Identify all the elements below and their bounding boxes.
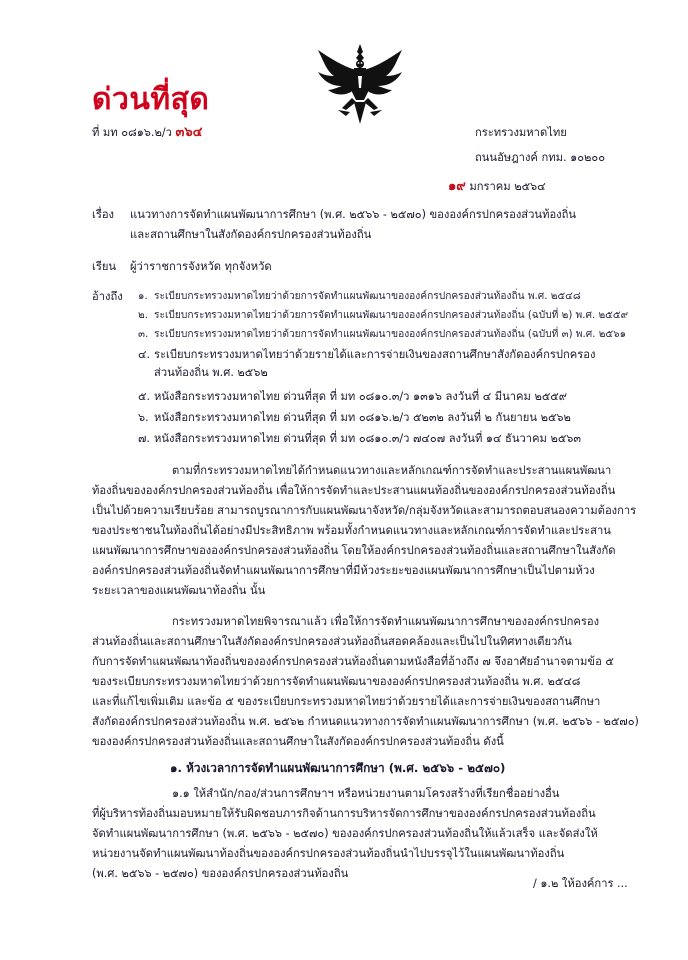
recipient-text: ผู้ว่าราชการจังหวัด ทุกจังหวัด	[130, 260, 272, 273]
paragraph-line: หน่วยงานจัดทำแผนพัฒนาท้องถิ่นขององค์กรปกครองส่วนท้องถิ่นนำไปบรรจุไว้ในแผนพัฒนาท้องถิ่น	[92, 847, 565, 860]
reference-item: ๖. หนังสือกระทรวงมหาดไทย ด่วนที่สุด ที่ มท ๐๘๑๖.๒/ว ๕๒๓๒ ลงวันที่ ๒ กันยายน ๒๕๖๒	[138, 411, 571, 424]
reference-item: ๗. หนังสือกระทรวงมหาดไทย ด่วนที่สุด ที่ มท ๐๘๑๐.๓/ว ๗๔๐๗ ลงวันที่ ๑๔ ธันวาคม ๒๕๖๓	[138, 432, 582, 445]
recipient-label: เรียน	[92, 260, 117, 273]
paragraph-line: จัดทำแผนพัฒนาการศึกษา (พ.ศ. ๒๕๖๖ - ๒๕๗๐) ขององค์กรปกครองส่วนท้องถิ่นให้แล้วเสร็จ และจัดส่งให้	[92, 827, 598, 840]
garuda-emblem-icon	[312, 40, 408, 130]
paragraph-line: ตามที่กระทรวงมหาดไทยได้กำหนดแนวทางและหลักเกณฑ์การจัดทำและประสานแผนพัฒนา	[172, 464, 612, 477]
section-heading: ๑. ห้วงเวลาการจัดทำแผนพัฒนาการศึกษา (พ.ศ. ๒๕๖๖ - ๒๕๗๐)	[170, 761, 506, 775]
date-month-year: มกราคม ๒๕๖๔	[469, 180, 546, 193]
reference-item: ๕. หนังสือกระทรวงมหาดไทย ด่วนที่สุด ที่ มท ๐๘๑๐.๓/ว ๑๓๑๖ ลงวันที่ ๔ มีนาคม ๒๕๕๙	[138, 390, 567, 403]
paragraph-line: ระยะเวลาของแผนพัฒนาท้องถิ่น นั้น	[92, 584, 266, 597]
references-label: อ้างถึง	[92, 290, 123, 303]
paragraph-line: ขององค์กรปกครองส่วนท้องถิ่นและสถานศึกษาในสังกัดองค์กรปกครองส่วนท้องถิ่น ดังนี้	[92, 735, 504, 748]
subject-line-1: แนวทางการจัดทำแผนพัฒนาการศึกษา (พ.ศ. ๒๕๖๖ - ๒๕๗๐) ขององค์กรปกครองส่วนท้องถิ่น	[130, 208, 577, 221]
document-date	[448, 180, 546, 194]
paragraph-line: กระทรวงมหาดไทยพิจารณาแล้ว เพื่อให้การจัดทำแผนพัฒนาการศึกษาขององค์กรปกครอง	[172, 615, 600, 628]
paragraph-line: สังกัดองค์กรปกครองส่วนท้องถิ่น พ.ศ. ๒๕๖๒ กำหนดแนวทางการจัดทำแผนพัฒนาการศึกษา (พ.ศ. ๒๕๖๖ - ๒๕๗๐)	[92, 715, 639, 728]
ministry-address: ถนนอัษฎางค์ กทม. ๑๐๒๐๐	[475, 151, 606, 164]
document-number-prefix: ที่ มท ๐๘๑๖.๒/ว	[92, 126, 172, 139]
paragraph-line: ที่ผู้บริหารท้องถิ่นมอบหมายให้รับผิดชอบภารกิจด้านการบริหารจัดการศึกษาขององค์กรปกครองส่วนท้องถิ่น	[92, 807, 596, 820]
paragraph-line: ท้องถิ่นขององค์กรปกครองส่วนท้องถิ่น เพื่อให้การจัดทำและประสานแผนท้องถิ่นขององค์กรปกครองส่วนท้องถิ่น	[92, 484, 616, 497]
reference-item: ๔. ระเบียบกระทรวงมหาดไทยว่าด้วยรายได้และการจ่ายเงินของสถานศึกษาสังกัดองค์กรปกครอง	[138, 348, 596, 361]
paragraph-line: ของระเบียบกระทรวงมหาดไทยว่าด้วยการจัดทำแผนพัฒนาขององค์กรปกครองส่วนท้องถิ่น พ.ศ. ๒๕๔๘	[92, 675, 581, 688]
reference-item-continuation: ส่วนท้องถิ่น พ.ศ. ๒๕๖๒	[154, 366, 268, 379]
subject-line-2: และสถานศึกษาในสังกัดองค์กรปกครองส่วนท้องถิ่น	[130, 228, 372, 241]
document-number-suffix: ๓๖๔	[175, 125, 203, 140]
paragraph-line: ส่วนท้องถิ่นและสถานศึกษาในสังกัดองค์กรปกครองส่วนท้องถิ่นสอดคล้องและเป็นไปในทิศทางเดียวกัน	[92, 635, 572, 648]
continuation-note: / ๑.๒ ให้องค์การ ...	[533, 877, 628, 890]
document-number	[92, 126, 202, 140]
paragraph-line: องค์กรปกครองส่วนท้องถิ่นจัดทำแผนพัฒนาการศึกษาที่มีห้วงระยะของแผนพัฒนาการศึกษาเป็นไปตามห้วง	[92, 564, 595, 577]
reference-item: ๑. ระเบียบกระทรวงมหาดไทยว่าด้วยการจัดทำแผนพัฒนาขององค์กรปกครองส่วนท้องถิ่น พ.ศ. ๒๕๔๘	[138, 291, 581, 302]
urgency-stamp: ด่วนที่สุด	[92, 82, 210, 117]
paragraph-line: ของประชาชนในท้องถิ่นได้อย่างมีประสิทธิภาพ พร้อมทั้งกำหนดแนวทางและหลักเกณฑ์การจัดทำและประสาน	[92, 524, 611, 537]
paragraph-line: แผนพัฒนาการศึกษาขององค์กรปกครองส่วนท้องถิ่น โดยให้องค์กรปกครองส่วนท้องถิ่นและสถานศึกษาในสังกัด	[92, 544, 616, 557]
paragraph-line: กับการจัดทำแผนพัฒนาท้องถิ่นขององค์กรปกครองส่วนท้องถิ่นตามหนังสือที่อ้างถึง ๗ จึงอาศัยอำนาจตามข้อ ๕	[92, 655, 614, 668]
paragraph-line: และที่แก้ไขเพิ่มเติม และข้อ ๕ ของระเบียบกระทรวงมหาดไทยว่าด้วยรายได้และการจ่ายเงินของสถานศึกษา	[92, 695, 601, 708]
paragraph-line: เป็นไปด้วยความเรียบร้อย สามารถบูรณาการกับแผนพัฒนาจังหวัด/กลุ่มจังหวัดและสามารถตอบสนองความต้องการ	[92, 504, 637, 517]
reference-item: ๓. ระเบียบกระทรวงมหาดไทยว่าด้วยการจัดทำแผนพัฒนาขององค์กรปกครองส่วนท้องถิ่น (ฉบับที่ ๓) พ.ศ. ๒๕๖๑	[138, 329, 627, 340]
paragraph-line: ๑.๑ ให้สำนัก/กอง/ส่วนการศึกษาฯ หรือหน่วยงานตามโครงสร้างที่เรียกชื่ออย่างอื่น	[172, 787, 560, 800]
ministry-name: กระทรวงมหาดไทย	[475, 126, 567, 139]
subject-label: เรื่อง	[92, 208, 115, 221]
date-day: ๑๙	[448, 179, 466, 194]
reference-item: ๒. ระเบียบกระทรวงมหาดไทยว่าด้วยการจัดทำแผนพัฒนาขององค์กรปกครองส่วนท้องถิ่น (ฉบับที่ ๒) พ.ศ. ๒๕๕๙	[138, 310, 629, 321]
paragraph-line: (พ.ศ. ๒๕๖๖ - ๒๕๗๐) ขององค์กรปกครองส่วนท้องถิ่น	[92, 867, 349, 880]
